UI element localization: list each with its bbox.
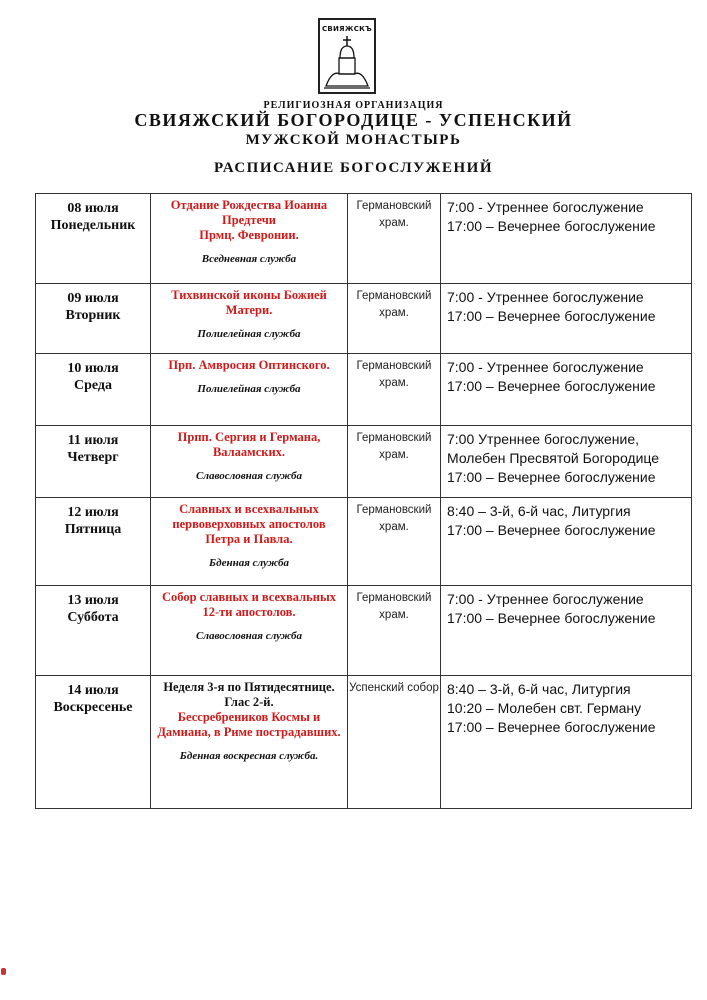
times-cell [441,676,692,809]
place-cell: Германовский храм. [348,586,441,676]
weekday: Среда [73,378,112,393]
times-cell [441,284,692,354]
date-cell [36,284,151,354]
table-row [36,426,692,498]
date: 09 июля [67,291,119,306]
logo-text: СВИЯЖСКЪ [321,25,373,33]
time-entry: 17:00 – Вечернее богослужение [447,218,656,234]
place-cell: Германовский храм. [348,354,441,426]
date-cell [36,676,151,809]
service-type: Полиелейная служба [197,328,301,340]
weekday: Пятница [64,522,122,537]
time-entry: Молебен Пресвятой Богородице [447,450,660,466]
weekday: Понедельник [50,218,136,233]
times-cell [441,498,692,586]
date-cell [36,498,151,586]
time-entry: 7:00 - Утреннее богослужение [447,591,644,607]
church-icon [322,34,372,90]
date-cell [36,586,151,676]
date: 08 июля [67,201,119,216]
date: 10 июля [67,361,119,376]
service-type: Вседневная служба [201,253,297,265]
times-cell [441,586,692,676]
service-type: Бденная воскресная служба. [179,750,319,762]
weekday: Четверг [67,450,119,465]
date: 14 июля [67,683,119,698]
feast-cell [151,194,348,284]
time-entry: 17:00 – Вечернее богослужение [447,308,656,324]
times-cell [441,426,692,498]
feast-name: Собор славных и всехвальных 12-ти апостолов. [161,590,336,619]
feast-cell [151,586,348,676]
feast-name: Бессребреников Космы и Дамиана, в Риме пострадавших. [157,710,341,739]
table-row [36,354,692,426]
place-cell: Германовский храм. [348,284,441,354]
feast-cell [151,354,348,426]
org-type: МУЖСКОЙ МОНАСТЫРЬ [245,132,462,148]
date-cell [36,426,151,498]
sunday-title: Неделя 3-я по Пятидесятнице. Глас 2-й. [163,680,335,709]
time-entry: 8:40 – 3-й, 6-й час, Литургия [447,503,631,519]
time-entry: 7:00 - Утреннее богослужение [447,289,644,305]
time-entry: 7:00 - Утреннее богослужение [447,199,644,215]
date: 13 июля [67,593,119,608]
feast-name: Прп. Амвросия Оптинского. [168,358,330,372]
service-type: Бденная служба [209,557,289,569]
date-cell [36,354,151,426]
time-entry: 7:00 Утреннее богослужение, [447,431,640,447]
time-entry: 17:00 – Вечернее богослужение [447,719,656,735]
time-entry: 8:40 – 3-й, 6-й час, Литургия [447,681,631,697]
feast-cell [151,284,348,354]
table-row [36,586,692,676]
service-type: Полиелейная служба [197,383,301,395]
service-type: Славословная служба [195,470,303,482]
place-cell: Успенский собор [348,676,441,809]
feast-name: Отдание Рождества Иоанна Предтечи [170,198,328,227]
feast-name: Тихвинской иконы Божией Матери. [171,288,327,317]
feast-cell [151,676,348,809]
monastery-logo [318,18,376,94]
time-entry: 10:20 – Молебен свт. Герману [447,700,642,716]
weekday: Воскресенье [53,700,133,715]
date: 12 июля [67,505,119,520]
service-type: Славословная служба [195,630,303,642]
time-entry: 17:00 – Вечернее богослужение [447,378,656,394]
date: 11 июля [67,433,119,448]
page-title: РАСПИСАНИЕ БОГОСЛУЖЕНИЙ [214,160,493,176]
place-cell: Германовский храм. [348,498,441,586]
feast-name: Прмц. Февронии. [199,228,299,242]
date-cell [36,194,151,284]
place-cell: Германовский храм. [348,426,441,498]
feast-name: Прпп. Сергия и Германа, Валаамских. [177,430,321,459]
scan-mark [1,968,6,975]
times-cell [441,354,692,426]
table-row [36,194,692,284]
feast-cell [151,498,348,586]
table-row [36,284,692,354]
weekday: Суббота [67,610,119,625]
time-entry: 17:00 – Вечернее богослужение [447,610,656,626]
time-entry: 17:00 – Вечернее богослужение [447,469,656,485]
org-name: СВИЯЖСКИЙ БОГОРОДИЦЕ - УСПЕНСКИЙ [134,110,573,130]
feast-name: Славных и всехвальных первоверховных апостолов Петра и Павла. [172,502,326,546]
place-cell: Германовский храм. [348,194,441,284]
time-entry: 7:00 - Утреннее богослужение [447,359,644,375]
org-category: РЕЛИГИОЗНАЯ ОРГАНИЗАЦИЯ [263,100,444,111]
time-entry: 17:00 – Вечернее богослужение [447,522,656,538]
feast-cell [151,426,348,498]
table-row [36,498,692,586]
weekday: Вторник [65,308,121,323]
times-cell [441,194,692,284]
schedule-table [35,193,692,809]
table-row [36,676,692,809]
